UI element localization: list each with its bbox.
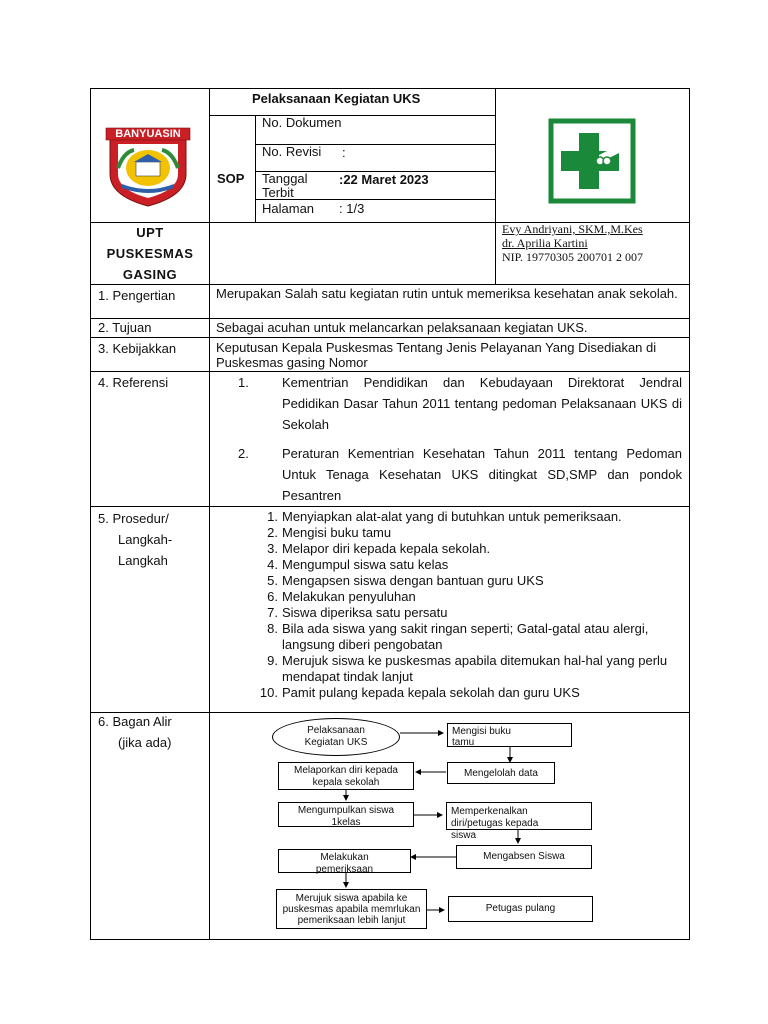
prosedur-item-text: Bila ada siswa yang sakit ringan seperti; Gatal-gatal atau alergi, langsung diberi pengobatan xyxy=(282,621,649,652)
prosedur-item-text: Mengisi buku tamu xyxy=(282,525,392,540)
org-name-text: UPT PUSKESMAS GASING xyxy=(106,225,194,282)
prosedur-label-1: 5. Prosedur/ xyxy=(98,511,169,526)
label-tujuan: 2. Tujuan xyxy=(98,320,152,335)
flow-node-buku-tamu-text: Mengisi buku tamu xyxy=(452,726,511,748)
logo-text: BANYUASIN xyxy=(115,128,181,140)
flow-node-start xyxy=(272,718,400,756)
signer-2: dr. Aprilia Kartini xyxy=(502,236,588,250)
row-label-halaman: Halaman xyxy=(262,201,315,216)
flow-node-mengabsen-text: Mengabsen Siswa xyxy=(483,851,565,862)
label-pengertian: 1. Pengertian xyxy=(98,288,176,303)
document-title: Pelaksanaan Kegiatan UKS xyxy=(252,91,421,106)
list-item: 2. Mengisi buku tamu xyxy=(267,525,392,540)
list-item: 7. Siswa diperiksa satu persatu xyxy=(267,605,448,620)
flow-node-melaporkan xyxy=(278,762,414,790)
flow-node-melakukan xyxy=(278,849,411,873)
bagan-label-1: 6. Bagan Alir xyxy=(98,714,172,729)
prosedur-item-text: Pamit pulang kepada kepala sekolah dan guru UKS xyxy=(282,685,580,700)
list-item: 1. Kementrian Pendidikan dan Kebudayaan Direktorat Jendral Pedidikan Dasar Tahun 2011 tentang pedoman Pelaksanaan UKS di Sekolah xyxy=(238,375,682,432)
prosedur-item-text: Merujuk siswa ke puskesmas apabila ditemukan hal-hal yang perlu mendapat tindak lanjut xyxy=(282,653,668,684)
label-kebijakkan: 3. Kebijakkan xyxy=(98,341,177,356)
row-value-tanggal-terbit: :22 Maret 2023 xyxy=(339,172,429,187)
list-item: 8. Bila ada siswa yang sakit ringan seperti; Gatal-gatal atau alergi, langsung diberi pengobatan xyxy=(267,621,649,652)
flow-node-memperkenalkan-text: Memperkenalkan diri/petugas kepada siswa xyxy=(451,806,539,841)
flow-node-memperkenalkan xyxy=(446,802,592,841)
prosedur-label-3: Langkah xyxy=(118,553,168,568)
list-item: 3. Melapor diri kepada kepala sekolah. xyxy=(267,541,491,556)
flow-node-mengabsen xyxy=(456,845,592,869)
flow-node-mengelolah-text: Mengelolah data xyxy=(464,768,538,779)
flow-node-merujuk-text: Merujuk siswa apabila ke puskesmas apabila memrlukan pemeriksaan lebih lanjut xyxy=(282,893,421,926)
signer-1: Evy Andriyani, SKM.,M.Kes xyxy=(502,222,643,236)
flow-node-melakukan-text: Melakukan pemeriksaan xyxy=(315,852,374,875)
row-label-no-revisi: No. Revisi xyxy=(262,144,322,159)
list-item: 6. Melakukan penyuluhan xyxy=(267,589,416,604)
row-value-no-revisi: : xyxy=(342,145,346,160)
flow-node-merujuk xyxy=(276,889,427,929)
flow-node-buku-tamu xyxy=(447,723,572,747)
text-pengertian: Merupakan Salah satu kegiatan rutin untuk memeriksa kesehatan anak sekolah. xyxy=(216,286,678,301)
row-label-tanggal-terbit: Tanggal Terbit xyxy=(262,171,308,200)
referensi-item-text: Peraturan Kementrian Kesehatan Tahun 2011 tentang Pedoman Untuk Tenaga Kesehatan UKS ditingkat SD,SMP dan pondok Pesantren xyxy=(282,446,682,503)
bagan-label-2: (jika ada) xyxy=(118,735,172,750)
prosedur-item-text: Mengapsen siswa dengan bantuan guru UKS xyxy=(282,573,544,588)
prosedur-item-text: Mengumpul siswa satu kelas xyxy=(282,557,449,572)
prosedur-label-2: Langkah- xyxy=(118,532,173,547)
referensi-item-text: Kementrian Pendidikan dan Kebudayaan Direktorat Jendral Pedidikan Dasar Tahun 2011 tentang pedoman Pelaksanaan UKS di Sekolah xyxy=(282,375,682,432)
list-item: 9. Merujuk siswa ke puskesmas apabila ditemukan hal-hal yang perlu mendapat tindak lanjut xyxy=(267,653,668,684)
list-item: 10. Pamit pulang kepada kepala sekolah dan guru UKS xyxy=(259,685,580,700)
row-value-halaman: : 1/3 xyxy=(339,201,365,216)
flow-node-mengumpulkan-text: Mengumpulkan siswa 1kelas xyxy=(297,805,395,828)
flow-node-melaporkan-text: Melaporkan diri kepada kepala sekolah xyxy=(294,765,398,788)
sop-label: SOP xyxy=(217,171,245,186)
prosedur-item-text: Melakukan penyuluhan xyxy=(282,589,416,604)
prosedur-item-text: Melapor diri kepada kepala sekolah. xyxy=(282,541,491,556)
flow-node-mengelolah xyxy=(447,762,555,784)
flow-node-pulang-text: Petugas pulang xyxy=(485,903,556,914)
list-item: 1. Menyiapkan alat-alat yang di butuhkan untuk pemeriksaan. xyxy=(267,509,622,524)
label-referensi: 4. Referensi xyxy=(98,375,169,390)
row-label-no-dokumen: No. Dokumen xyxy=(262,115,342,130)
list-item: 2. Peraturan Kementrian Kesehatan Tahun 2011 tentang Pedoman Untuk Tenaga Kesehatan UKS ditingkat SD,SMP dan pondok Pesantren xyxy=(238,446,682,503)
flow-node-mengumpulkan xyxy=(278,802,414,827)
prosedur-item-text: Menyiapkan alat-alat yang di butuhkan untuk pemeriksaan. xyxy=(282,509,622,524)
signer-nip: NIP. 19770305 200701 2 007 xyxy=(502,250,644,264)
text-tujuan: Sebagai acuhan untuk melancarkan pelaksanaan kegiatan UKS. xyxy=(216,320,588,335)
flow-node-pulang xyxy=(448,896,593,922)
flow-node-start-text: Pelaksanaan Kegiatan UKS xyxy=(304,725,368,748)
list-item: 5. Mengapsen siswa dengan bantuan guru UKS xyxy=(267,573,544,588)
list-item: 4. Mengumpul siswa satu kelas xyxy=(267,557,449,572)
prosedur-item-text: Siswa diperiksa satu persatu xyxy=(282,605,448,620)
text-kebijakkan: Keputusan Kepala Puskesmas Tentang Jenis Pelayanan Yang Disediakan di Puskesmas gasing Nomor xyxy=(216,340,657,370)
